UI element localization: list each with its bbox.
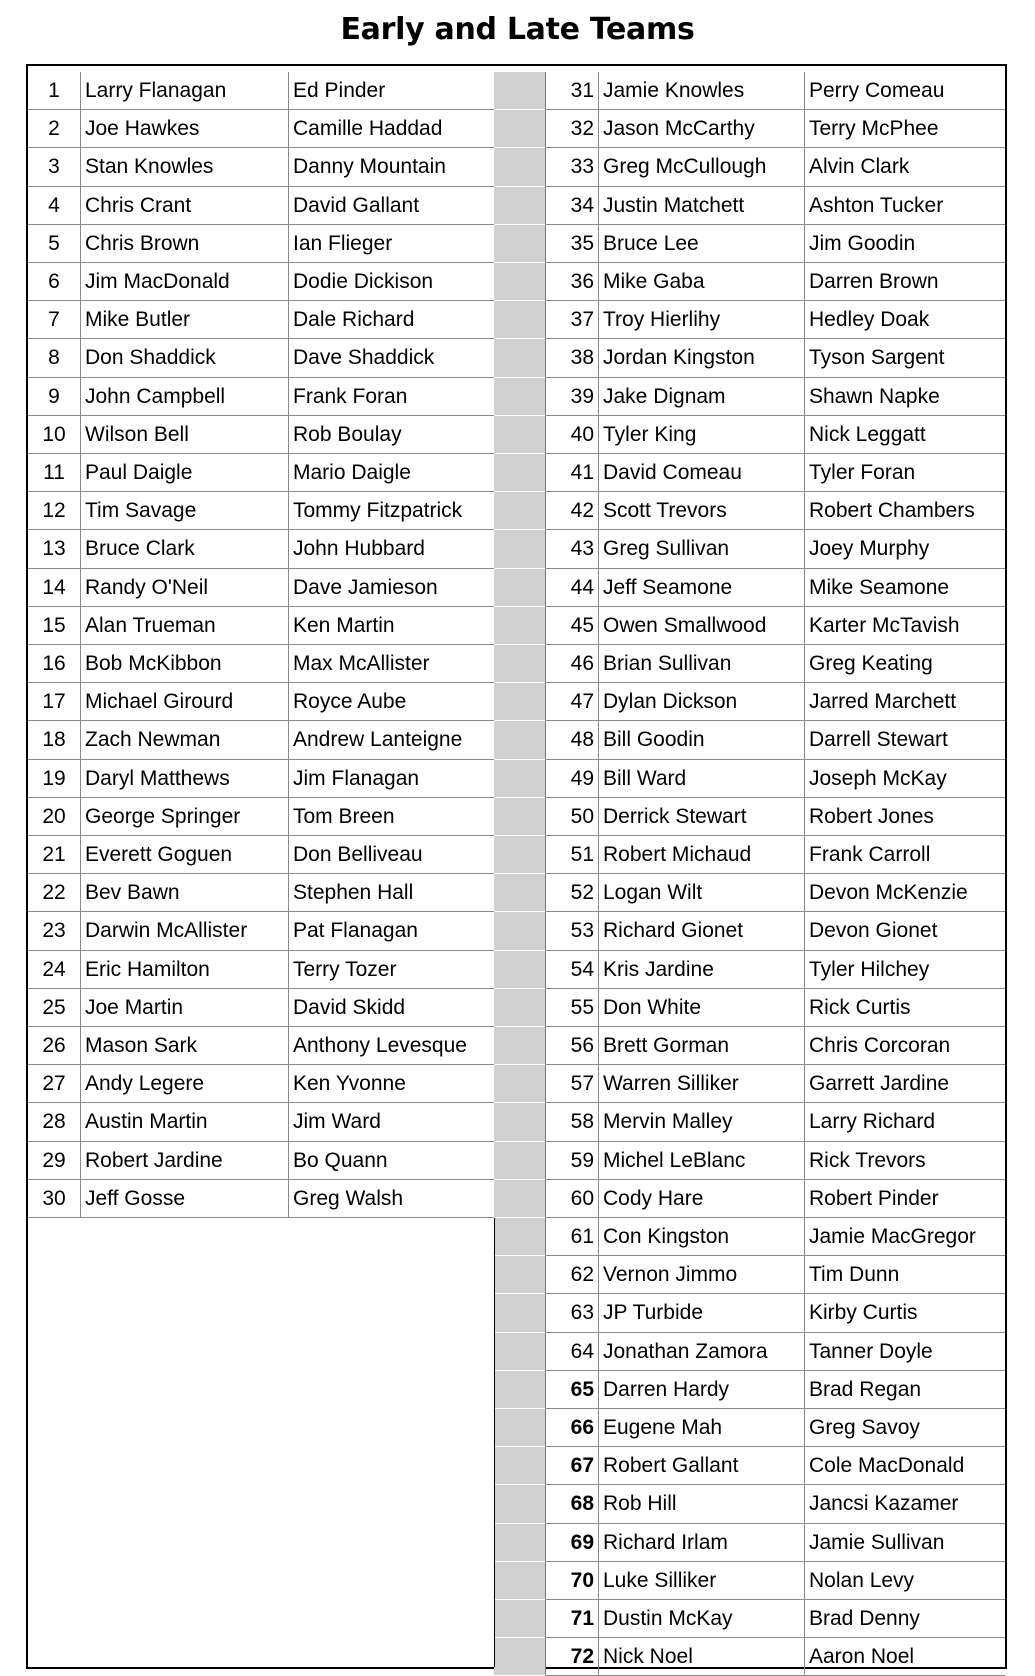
player-one: Chris Brown (85, 231, 200, 255)
player-one: Jason McCarthy (603, 117, 755, 141)
separator-cell (494, 110, 546, 148)
team-number: 21 (42, 843, 66, 866)
team-number: 12 (42, 499, 66, 523)
player-two: Brad Regan (809, 1377, 922, 1401)
player-two: Brad Denny (809, 1607, 920, 1630)
team-number: 11 (43, 461, 65, 484)
team-number: 18 (42, 728, 66, 752)
player-two: Dale Richard (293, 308, 415, 332)
player-one: Tyler King (603, 422, 697, 446)
player-one: Chris Crant (85, 193, 192, 217)
team-number: 27 (42, 1072, 66, 1096)
team-number: 30 (42, 1186, 66, 1210)
player-one: Justin Matchett (603, 193, 745, 217)
separator-cell (494, 1180, 546, 1218)
team-number: 31 (570, 79, 594, 102)
player-two: Darrell Stewart (809, 728, 948, 752)
team-number: 67 (570, 1454, 594, 1478)
team-number: 43 (570, 537, 594, 561)
separator-cell (494, 339, 546, 377)
player-two: Royce Aube (293, 690, 407, 714)
player-one: JP Turbide (603, 1301, 704, 1325)
team-number: 17 (42, 690, 66, 714)
player-two: David Skidd (293, 995, 406, 1019)
player-one: Jake Dignam (603, 384, 726, 408)
player-two: Dodie Dickison (293, 270, 434, 293)
player-one: Paul Daigle (85, 461, 193, 484)
player-one: Jeff Seamone (603, 575, 733, 599)
player-two: Jim Ward (293, 1110, 381, 1134)
player-one: Mike Gaba (603, 270, 705, 293)
player-one: Richard Gionet (603, 919, 744, 943)
player-two: Jarred Marchett (809, 690, 957, 714)
separator-cell (494, 1371, 546, 1409)
team-number: 51 (570, 843, 594, 866)
player-one: Bev Bawn (85, 881, 180, 905)
player-two: Ashton Tucker (809, 193, 944, 217)
team-number: 56 (570, 1034, 594, 1057)
team-number: 41 (570, 461, 594, 484)
player-one: Kris Jardine (603, 957, 714, 981)
player-one: Dylan Dickson (603, 690, 738, 714)
team-number: 53 (570, 919, 594, 943)
player-one: Robert Gallant (603, 1454, 739, 1478)
separator-cell (494, 1562, 546, 1600)
player-one: Michael Girourd (85, 690, 234, 714)
player-two: Dave Jamieson (293, 575, 438, 599)
separator-cell (494, 378, 546, 416)
player-one: Vernon Jimmo (603, 1263, 738, 1287)
player-two: Tim Dunn (809, 1263, 900, 1287)
player-two: Ed Pinder (293, 79, 386, 102)
player-two: Danny Mountain (293, 155, 446, 179)
team-number: 61 (570, 1225, 594, 1248)
player-two: Chris Corcoran (809, 1034, 951, 1057)
player-one: Robert Michaud (603, 843, 752, 866)
player-two: Nick Leggatt (809, 422, 926, 446)
player-one: Robert Jardine (85, 1148, 223, 1172)
player-two: Frank Carroll (809, 843, 931, 866)
player-two: Garrett Jardine (809, 1072, 950, 1096)
player-one: Alan Trueman (85, 613, 216, 637)
separator-cell (494, 492, 546, 530)
team-number: 25 (42, 995, 66, 1019)
player-two: Alvin Clark (809, 155, 910, 179)
player-two: Rick Curtis (809, 995, 911, 1019)
team-number: 49 (570, 766, 594, 790)
player-two: Jancsi Kazamer (809, 1492, 959, 1516)
team-number: 70 (570, 1568, 594, 1592)
player-two: Frank Foran (293, 384, 408, 408)
separator-cell (494, 569, 546, 607)
player-two: Tom Breen (293, 804, 395, 828)
team-number: 54 (570, 957, 594, 981)
player-two: Perry Comeau (809, 79, 945, 102)
player-one: David Comeau (603, 461, 742, 484)
team-number: 8 (48, 346, 60, 370)
separator-cell (494, 1256, 546, 1294)
player-two: Greg Keating (809, 652, 933, 675)
player-one: Don White (603, 995, 702, 1019)
page-title: Early and Late Teams (340, 12, 695, 47)
separator-cell (494, 1142, 546, 1180)
player-one: Zach Newman (85, 728, 221, 752)
team-number: 59 (570, 1148, 594, 1172)
player-two: Nolan Levy (809, 1568, 915, 1592)
player-two: Stephen Hall (293, 881, 414, 905)
player-one: Rob Hill (603, 1492, 677, 1516)
team-number: 66 (570, 1416, 594, 1439)
team-number: 1 (48, 79, 60, 102)
separator-cell (494, 301, 546, 339)
player-one: Joe Hawkes (85, 117, 200, 141)
team-number: 58 (570, 1110, 594, 1134)
team-number: 64 (570, 1339, 594, 1363)
separator-cell (494, 1485, 546, 1523)
player-one: Darren Hardy (603, 1377, 730, 1401)
team-number: 47 (570, 690, 594, 714)
player-two: Ken Yvonne (293, 1072, 406, 1096)
separator-cell (494, 951, 546, 989)
player-one: Jonathan Zamora (603, 1339, 768, 1363)
team-number: 62 (570, 1263, 594, 1287)
team-number: 37 (570, 308, 594, 332)
player-one: Jamie Knowles (603, 79, 745, 102)
player-two: Robert Pinder (809, 1186, 939, 1210)
separator-cell (494, 607, 546, 645)
player-two: Dave Shaddick (293, 346, 435, 370)
team-number: 23 (42, 919, 66, 943)
player-one: Dustin McKay (603, 1607, 733, 1630)
column-divider (288, 72, 289, 1218)
player-one: Jeff Gosse (85, 1186, 185, 1210)
separator-cell (494, 1447, 546, 1485)
row-divider (28, 1217, 494, 1218)
team-number: 65 (570, 1377, 594, 1401)
player-two: Terry Tozer (293, 957, 397, 981)
team-number: 10 (42, 422, 66, 446)
player-one: John Campbell (85, 384, 226, 408)
player-two: Don Belliveau (293, 843, 423, 866)
player-one: Owen Smallwood (603, 613, 767, 637)
separator-cell (494, 798, 546, 836)
player-two: Tommy Fitzpatrick (293, 499, 463, 523)
player-two: Greg Walsh (293, 1186, 404, 1210)
player-one: Cody Hare (603, 1186, 704, 1210)
team-number: 26 (42, 1034, 66, 1057)
player-two: Shawn Napke (809, 384, 940, 408)
separator-cell (494, 1638, 546, 1676)
player-two: Hedley Doak (809, 308, 930, 332)
player-two: Aaron Noel (809, 1645, 915, 1669)
separator-cell (494, 874, 546, 912)
team-number: 39 (570, 384, 594, 408)
player-two: Mario Daigle (293, 461, 411, 484)
player-two: Greg Savoy (809, 1416, 920, 1439)
player-one: Richard Irlam (603, 1530, 728, 1554)
player-one: Troy Hierlihy (603, 308, 721, 332)
team-number: 38 (570, 346, 594, 370)
player-one: Derrick Stewart (603, 804, 747, 828)
team-number: 50 (570, 804, 594, 828)
team-number: 55 (570, 995, 594, 1019)
team-number: 19 (42, 766, 66, 790)
separator-cell (494, 225, 546, 263)
separator-cell (494, 760, 546, 798)
player-two: Jamie MacGregor (809, 1225, 976, 1248)
player-one: Wilson Bell (85, 422, 189, 446)
team-number: 7 (48, 308, 60, 332)
separator-cell (494, 72, 546, 110)
team-number: 44 (570, 575, 594, 599)
player-two: Ian Flieger (293, 231, 393, 255)
player-two: Devon McKenzie (809, 881, 968, 905)
separator-cell (494, 530, 546, 568)
player-one: Bruce Clark (85, 537, 195, 561)
team-number: 34 (570, 193, 594, 217)
team-number: 69 (570, 1530, 594, 1554)
separator-cell (494, 1065, 546, 1103)
player-one: George Springer (85, 804, 241, 828)
separator-cell (494, 1103, 546, 1141)
player-one: Greg McCullough (603, 155, 767, 179)
team-number: 52 (570, 881, 594, 905)
player-one: Bill Goodin (603, 728, 705, 752)
player-two: Mike Seamone (809, 575, 950, 599)
player-two: Tyler Hilchey (809, 957, 930, 981)
player-one: Luke Silliker (603, 1568, 717, 1592)
team-number: 48 (570, 728, 594, 752)
player-one: Warren Silliker (603, 1072, 739, 1096)
team-number: 42 (570, 499, 594, 523)
team-number: 3 (48, 155, 60, 179)
player-one: Jordan Kingston (603, 346, 755, 370)
team-number: 13 (42, 537, 66, 561)
separator-cell (494, 836, 546, 874)
team-number: 46 (570, 652, 594, 675)
player-two: Devon Gionet (809, 919, 938, 943)
separator-cell (494, 912, 546, 950)
player-two: Terry McPhee (809, 117, 939, 141)
player-two: Darren Brown (809, 270, 939, 293)
team-number: 68 (570, 1492, 594, 1516)
player-one: Mike Butler (85, 308, 191, 332)
player-one: Jim MacDonald (85, 270, 230, 293)
team-number: 16 (42, 652, 66, 675)
player-two: Joey Murphy (809, 537, 930, 561)
separator-cell (494, 1524, 546, 1562)
team-number: 28 (42, 1110, 66, 1134)
player-one: Bob McKibbon (85, 652, 222, 675)
team-number: 15 (42, 613, 66, 637)
player-two: Max McAllister (293, 652, 430, 675)
team-number: 29 (42, 1148, 66, 1172)
player-two: Kirby Curtis (809, 1301, 918, 1325)
team-number: 9 (48, 384, 60, 408)
team-number: 71 (570, 1607, 594, 1630)
player-two: Jim Flanagan (293, 766, 420, 790)
player-one: Greg Sullivan (603, 537, 730, 561)
player-two: Anthony Levesque (293, 1034, 467, 1057)
separator-cell (494, 1027, 546, 1065)
player-two: Larry Richard (809, 1110, 936, 1134)
player-two: Tyler Foran (809, 461, 916, 484)
team-number: 14 (42, 575, 66, 599)
player-one: Scott Trevors (603, 499, 727, 523)
separator-cell (494, 454, 546, 492)
column-divider (494, 1218, 495, 1667)
player-two: Joseph McKay (809, 766, 947, 790)
separator-cell (494, 989, 546, 1027)
column-divider (80, 72, 81, 1218)
player-two: Andrew Lanteigne (293, 728, 463, 752)
team-number: 72 (570, 1645, 594, 1669)
player-one: Austin Martin (85, 1110, 208, 1134)
player-one: Brian Sullivan (603, 652, 732, 675)
player-one: Larry Flanagan (85, 79, 227, 102)
separator-cell (494, 416, 546, 454)
separator-cell (494, 1294, 546, 1332)
player-one: Stan Knowles (85, 155, 214, 179)
player-two: Jamie Sullivan (809, 1530, 945, 1554)
player-two: Ken Martin (293, 613, 395, 637)
player-one: Andy Legere (85, 1072, 205, 1096)
player-one: Logan Wilt (603, 881, 703, 905)
column-divider (804, 72, 805, 1676)
player-one: Eric Hamilton (85, 957, 210, 981)
player-two: David Gallant (293, 193, 420, 217)
team-number: 2 (48, 117, 60, 141)
player-one: Darwin McAllister (85, 919, 248, 943)
player-two: Tyson Sargent (809, 346, 945, 370)
team-number: 6 (48, 270, 60, 293)
player-two: Karter McTavish (809, 613, 960, 637)
player-two: Tanner Doyle (809, 1339, 933, 1363)
player-one: Con Kingston (603, 1225, 730, 1248)
team-number: 24 (42, 957, 66, 981)
player-one: Joe Martin (85, 995, 184, 1019)
player-two: John Hubbard (293, 537, 425, 561)
player-two: Bo Quann (293, 1148, 388, 1172)
player-two: Cole MacDonald (809, 1454, 965, 1478)
player-one: Bruce Lee (603, 231, 699, 255)
team-number: 32 (570, 117, 594, 141)
player-two: Jim Goodin (809, 231, 916, 255)
player-one: Daryl Matthews (85, 766, 230, 790)
team-number: 63 (570, 1301, 594, 1325)
separator-cell (494, 1333, 546, 1371)
team-number: 57 (570, 1072, 594, 1096)
column-divider (598, 72, 599, 1676)
player-one: Bill Ward (603, 766, 687, 790)
player-one: Michel LeBlanc (603, 1148, 746, 1172)
player-two: Rob Boulay (293, 422, 402, 446)
team-number: 22 (42, 881, 66, 905)
separator-cell (494, 1218, 546, 1256)
player-two: Robert Chambers (809, 499, 975, 523)
player-one: Don Shaddick (85, 346, 216, 370)
team-number: 45 (570, 613, 594, 637)
separator-cell (494, 1600, 546, 1638)
player-one: Mervin Malley (603, 1110, 733, 1134)
player-one: Nick Noel (603, 1645, 693, 1669)
player-two: Robert Jones (809, 804, 934, 828)
separator-cell (494, 645, 546, 683)
separator-cell (494, 1409, 546, 1447)
player-one: Brett Gorman (603, 1034, 730, 1057)
separator-cell (494, 683, 546, 721)
player-one: Randy O'Neil (85, 575, 209, 599)
team-number: 4 (48, 193, 60, 217)
team-number: 35 (570, 231, 594, 255)
player-one: Mason Sark (85, 1034, 198, 1057)
player-two: Camille Haddad (293, 117, 443, 141)
player-one: Tim Savage (85, 499, 197, 523)
team-number: 36 (570, 270, 594, 293)
player-two: Rick Trevors (809, 1148, 926, 1172)
separator-cell (494, 187, 546, 225)
team-number: 20 (42, 804, 66, 828)
player-one: Eugene Mah (603, 1416, 723, 1439)
team-number: 33 (570, 155, 594, 179)
team-number: 40 (570, 422, 594, 446)
separator-cell (494, 721, 546, 759)
player-one: Everett Goguen (85, 843, 233, 866)
team-number: 5 (48, 231, 60, 255)
separator-cell (494, 148, 546, 186)
player-two: Pat Flanagan (293, 919, 418, 943)
team-number: 60 (570, 1186, 594, 1210)
separator-cell (494, 263, 546, 301)
